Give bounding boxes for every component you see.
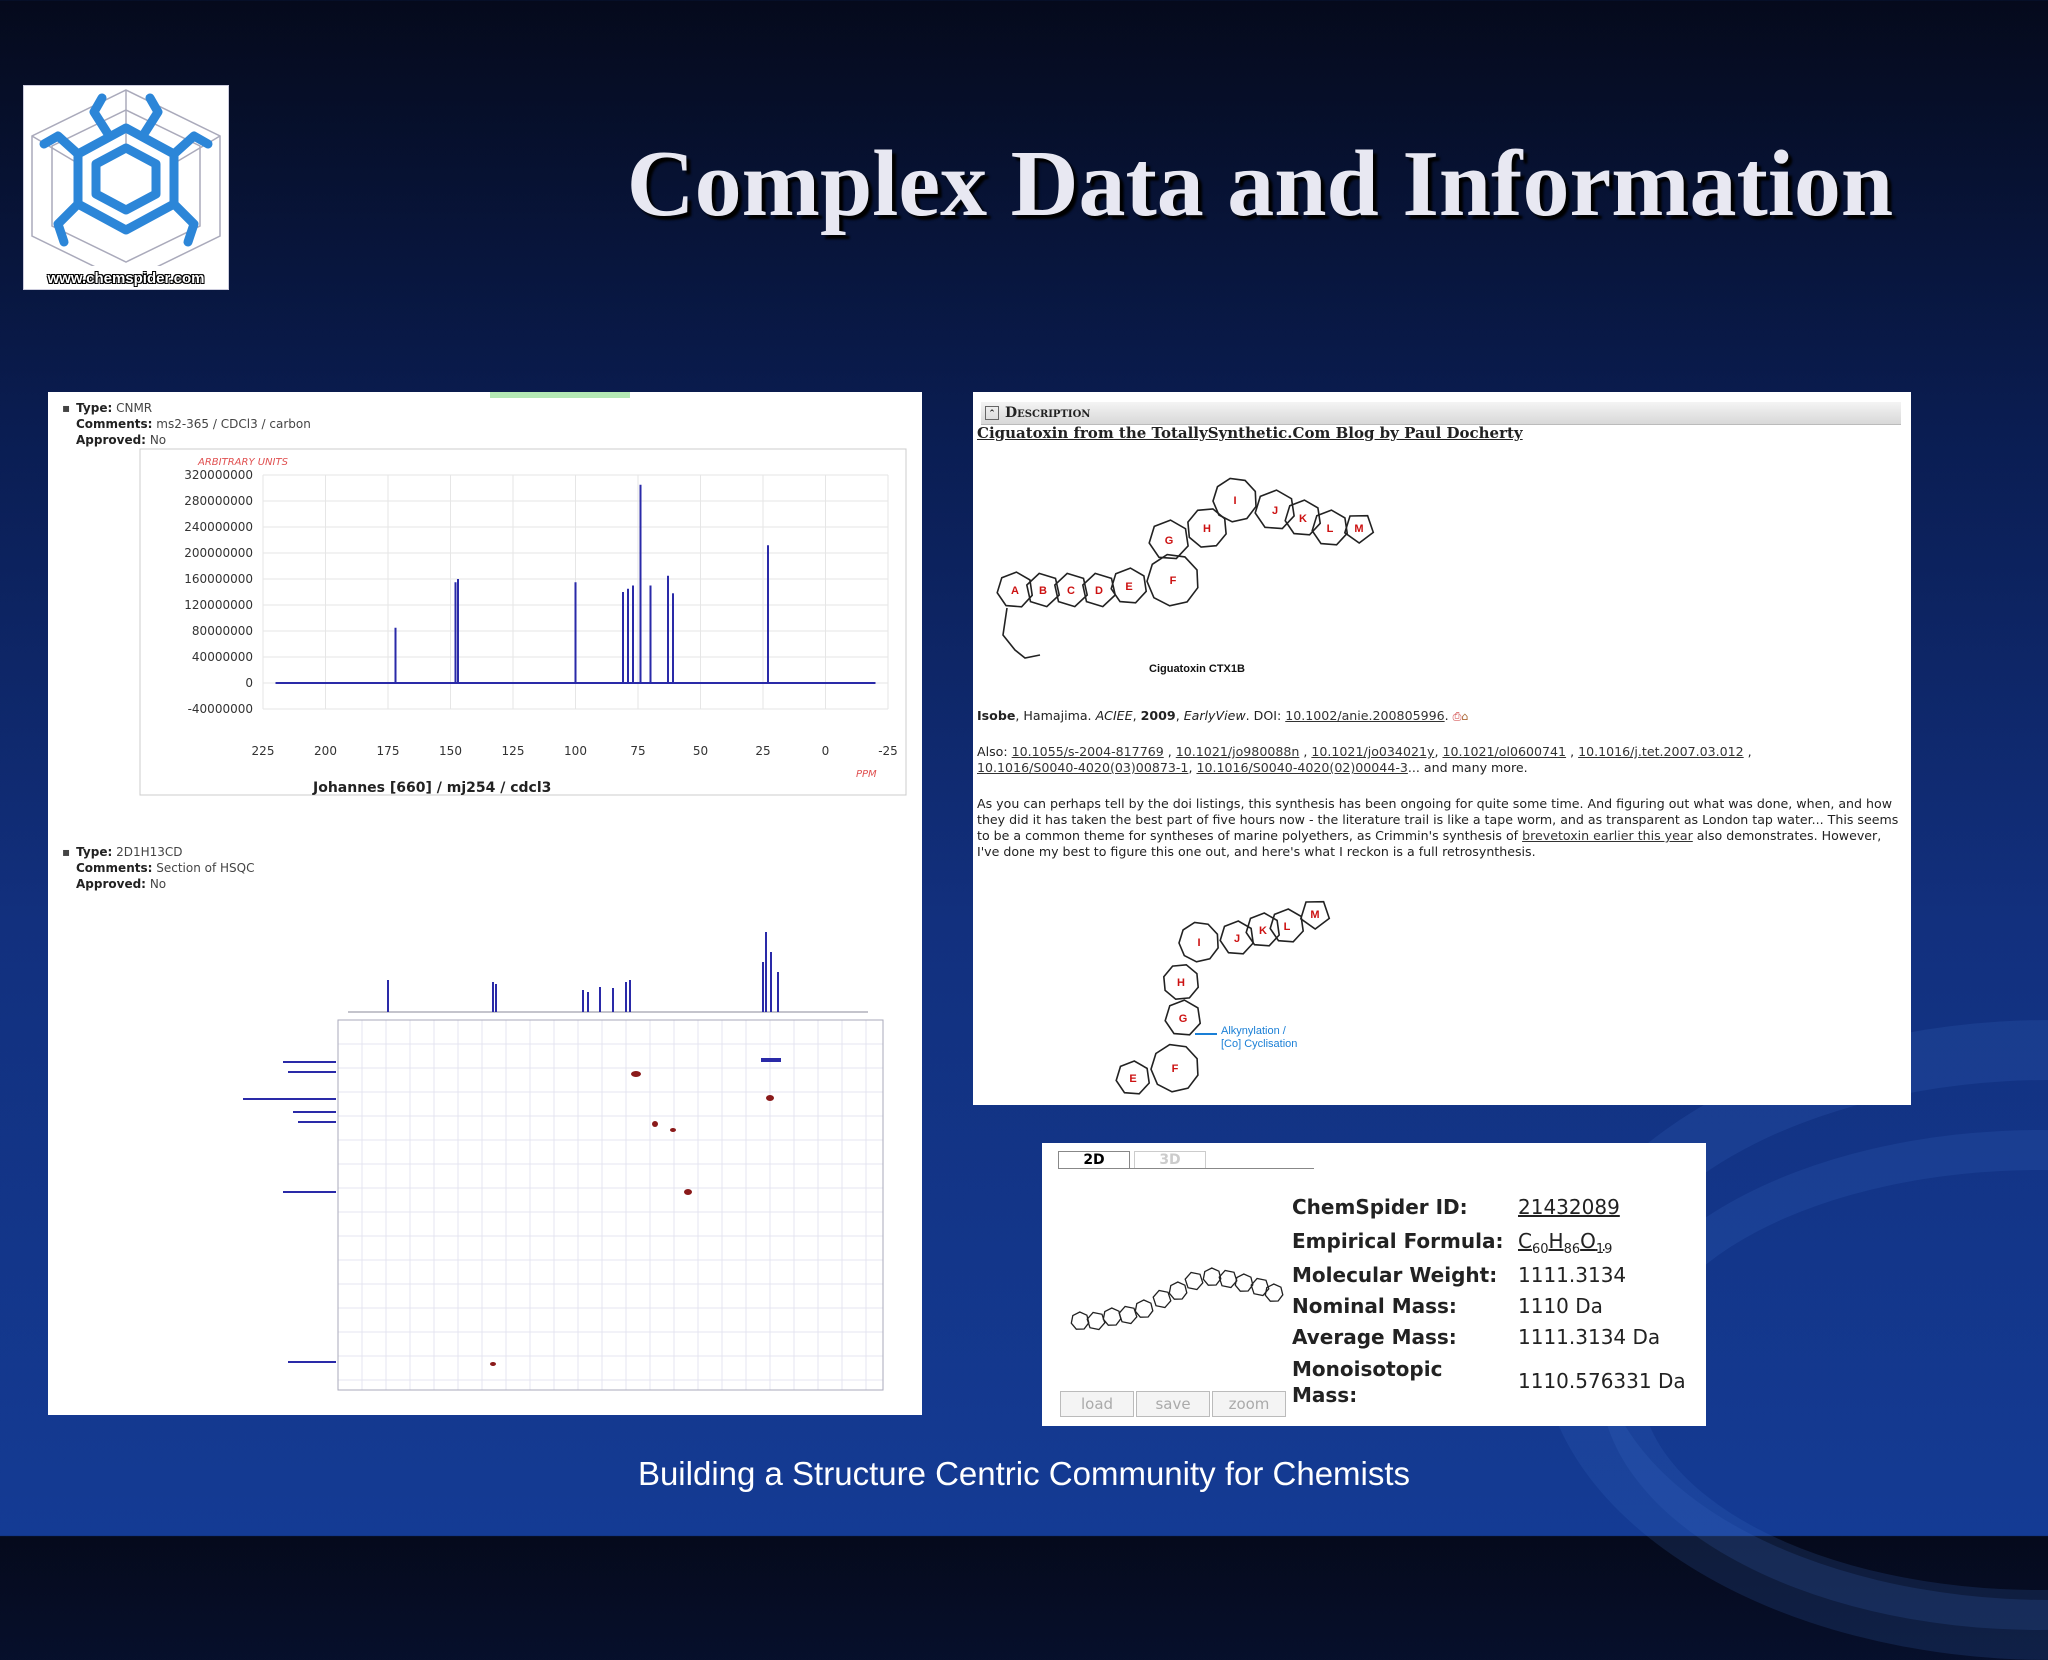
nmr-spectra-panel: [48, 392, 922, 1415]
y-tick-label: 40000000: [191, 650, 253, 664]
ring-label: E: [1129, 1073, 1137, 1085]
spectrum-caption: Johannes [660] / mj254 / cdcl3: [313, 780, 552, 796]
doi-link[interactable]: 10.1021/jo980088n: [1175, 744, 1300, 759]
x-tick-label: -25: [878, 744, 898, 758]
slide-footer: Building a Structure Centric Community for Chemists: [637, 1455, 1411, 1492]
chemspider-id-link[interactable]: 21432089: [1518, 1195, 1620, 1219]
ring-label: L: [1283, 921, 1291, 933]
y-tick-label: 80000000: [191, 624, 253, 638]
doi-link[interactable]: 10.1016/S0040-4020(03)00873-1: [977, 760, 1189, 775]
ring-bond: [1265, 1284, 1283, 1301]
logo-url: www.chemspider.com: [47, 270, 205, 287]
doi-link[interactable]: 10.1021/ol0600741: [1442, 744, 1567, 759]
ring-label: C: [1067, 585, 1075, 597]
ring-label: H: [1177, 977, 1185, 989]
ring-label: D: [1095, 585, 1103, 597]
retrosynthesis-structure: [1113, 878, 1493, 1104]
doi-link[interactable]: 10.1016/S0040-4020(02)00044-3: [1196, 760, 1408, 775]
y-tick-label: 160000000: [184, 572, 253, 586]
structure-thumbnail: [1062, 1229, 1292, 1379]
slide-title: Complex Data and Information: [626, 132, 1894, 236]
hsqc-crosspeaks: [490, 1071, 774, 1366]
ring-label: G: [1178, 1013, 1188, 1025]
ring-label: M: [1354, 523, 1364, 535]
ring-bond: [1119, 1307, 1137, 1324]
tab-3d[interactable]: 3D: [1134, 1151, 1206, 1168]
x-tick-label: 75: [630, 744, 646, 758]
ring-bond: [1071, 1312, 1089, 1329]
x-tick-label: 150: [439, 744, 462, 758]
collapse-icon[interactable]: ⌃: [985, 406, 999, 420]
ring-label: E: [1125, 581, 1133, 593]
ring-bond: [1235, 1274, 1253, 1291]
zoom-button[interactable]: zoom: [1212, 1391, 1286, 1417]
ring-label: L: [1326, 523, 1334, 535]
ring-label: F: [1171, 1063, 1179, 1075]
ring-label: I: [1197, 937, 1201, 949]
y-tick-label: 120000000: [184, 598, 253, 612]
compound-info-box: 2D 3D ChemSpider ID: 21432089 Empirical Formula: $C_{60}H_{86}O_{19}$ Molecular Weight: 1111.3134 Nominal Mass: 1110 Da Average Mass: 1111.3134 Da Monoisotopic Mass: 1110.576331 Da load save zoom: [1042, 1143, 1706, 1426]
hsqc-top-projection: [388, 932, 778, 1012]
y-tick-label: 280000000: [184, 494, 253, 508]
doi-link[interactable]: 10.1016/j.tet.2007.03.012: [1578, 744, 1744, 759]
retro-note-2: [Co] Cyclisation: [1221, 1038, 1298, 1050]
load-button[interactable]: load: [1060, 1391, 1134, 1417]
toolbar-strip: [490, 392, 630, 398]
y-tick-label: 0: [245, 676, 253, 690]
ring-label: K: [1299, 513, 1307, 525]
ring-label: B: [1039, 585, 1047, 597]
x-tick-label: 50: [692, 744, 709, 758]
compound-label: Ciguatoxin CTX1B: [1149, 663, 1245, 675]
y-tick-label: 320000000: [184, 468, 253, 482]
x-tick-label: 0: [821, 744, 830, 758]
ciguatoxin-structure: [985, 450, 1445, 680]
y-unit-label: ARBITRARY UNITS: [198, 457, 288, 468]
y-tick-label: -40000000: [187, 702, 253, 716]
pdf-icon[interactable]: ⎙: [1452, 710, 1462, 723]
ring-bond: [1219, 1271, 1237, 1288]
x-tick-label: 225: [251, 744, 275, 758]
ring-label: A: [1011, 585, 1019, 597]
ring-bond: [1135, 1300, 1153, 1317]
x-tick-label: 200: [314, 744, 337, 758]
retro-note-1: Alkynylation /: [1221, 1025, 1286, 1037]
doi-link[interactable]: 10.1055/s-2004-817769: [1011, 744, 1164, 759]
x-tick-label: 125: [501, 744, 525, 758]
citation-line: Isobe, Hamajima. ACIEE, 2009, EarlyView. DOI: 10.1002/anie.200805996. ⎙⌂: [977, 708, 1469, 723]
empirical-formula-link[interactable]: $C_{60}H_{86}O_{19}$: [1518, 1229, 1613, 1257]
y-tick-label: 240000000: [184, 520, 253, 534]
chemspider-logo: [23, 85, 229, 290]
ring-bond: [1153, 1291, 1171, 1308]
description-paragraph: As you can perhaps tell by the doi listings, this synthesis has been ongoing for quite some time. And figuring out what was done, when, and how they did it has taken the best part of five hours now - the literature trail is like a tape worm, and as transparent as London tap water... This seems to be a common theme for syntheses of marine polyethers, as Crimmin's synthesis of brevetoxin earlier this year also demonstrates. However, I've done my best to figure this one out, and here's what I reckon is a full retrosynthesis.: [977, 796, 1899, 859]
also-links: Also: 10.1055/s-2004-817769 , 10.1021/jo980088n , 10.1021/jo034021y, 10.1021/ol0600741 , 10.1016/j.tet.2007.03.012 , 10.1016/S0040-4020(03)00873-1, 10.1016/S0040-4020(02)00044-3... and many more.: [977, 744, 1752, 775]
x-tick-label: 175: [376, 744, 400, 758]
ring-label: F: [1169, 575, 1177, 587]
x-unit-label: PPM: [856, 769, 877, 780]
tab-2d[interactable]: 2D: [1058, 1151, 1130, 1168]
spectrum2-meta: ▪ Type: 2D1H13CD Comments: Section of HSQC Approved: No: [62, 845, 255, 891]
x-tick-label: 100: [564, 744, 587, 758]
ring-label: H: [1203, 523, 1211, 535]
ring-bond: [1169, 1282, 1187, 1299]
hsqc-side-projection: [243, 1062, 336, 1362]
tab-baseline: [1058, 1168, 1314, 1169]
hsqc-2d-spectrum: [188, 902, 918, 1412]
ring-label: M: [1310, 909, 1320, 921]
description-panel: [973, 392, 1911, 1105]
x-tick-label: 25: [755, 744, 771, 758]
ring-label: I: [1233, 495, 1237, 507]
doi-link[interactable]: 10.1021/jo034021y: [1311, 744, 1435, 759]
save-button[interactable]: save: [1136, 1391, 1210, 1417]
chemspider-spider-icon: [24, 86, 228, 266]
hsqc-crosspeak: [761, 1058, 781, 1062]
cnmr-spectrum-chart: [138, 447, 908, 797]
blog-post-link[interactable]: Ciguatoxin from the TotallySynthetic.Com Blog by Paul Docherty: [977, 424, 1523, 442]
doi-link[interactable]: 10.1002/anie.200805996: [1285, 708, 1445, 723]
y-tick-label: 200000000: [184, 546, 253, 560]
ring-bond: [1203, 1268, 1221, 1285]
spectrum1-meta: ▪ Type: CNMR Comments: ms2-365 / CDCl3 / carbon Approved: No: [62, 401, 311, 447]
description-header[interactable]: ⌃ Description: [981, 402, 1901, 425]
ring-label: K: [1259, 925, 1267, 937]
ring-bond: [1103, 1308, 1121, 1325]
side-chain-bond: [1003, 608, 1040, 658]
brevetoxin-link[interactable]: brevetoxin earlier this year: [1522, 828, 1693, 843]
ring-label: J: [1233, 933, 1241, 945]
home-icon[interactable]: ⌂: [1461, 710, 1469, 723]
ring-bond: [1185, 1273, 1203, 1290]
ring-label: J: [1271, 505, 1279, 517]
ring-bond: [1087, 1313, 1105, 1330]
ring-label: G: [1164, 535, 1174, 547]
